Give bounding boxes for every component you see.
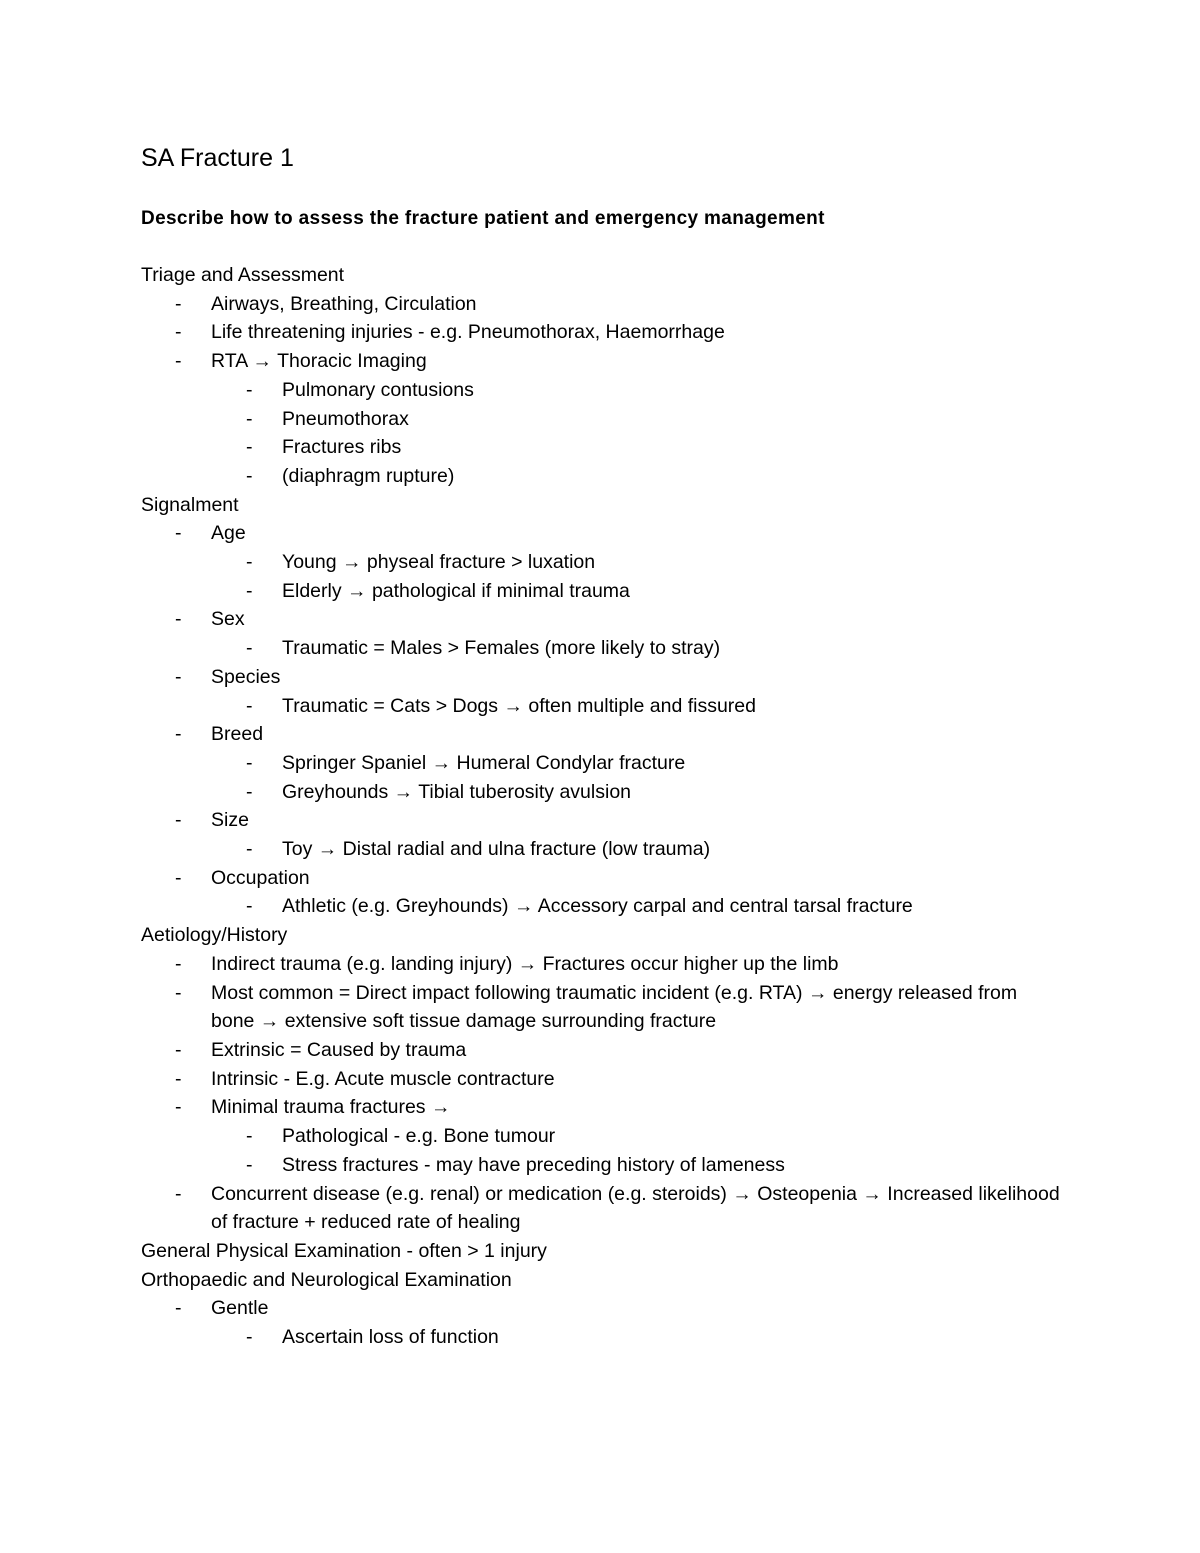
list-item (141, 1036, 1061, 1065)
list-item-text: Most common = Direct impact following traumatic incident (e.g. RTA) → energy released from bone → extensive soft tissue damage surrounding fracture (211, 981, 1018, 1033)
list-item (141, 577, 1061, 606)
bullet-dash: - (246, 751, 253, 774)
section-heading: Describe how to assess the fracture patient and emergency management (141, 208, 825, 229)
list-item-text: Concurrent disease (e.g. renal) or medication (e.g. steroids) → Osteopenia → Increased likelihood of fracture + reduced rate of healing (211, 1182, 1060, 1234)
list-item (141, 548, 1061, 577)
bullet-dash: - (175, 1038, 182, 1061)
list-item (141, 720, 1061, 749)
list-item (141, 347, 1061, 376)
list-item-text: Life threatening injuries - e.g. Pneumothorax, Haemorrhage (211, 321, 725, 344)
list-item (141, 778, 1061, 807)
list-item-text: Young → physeal fracture > luxation (282, 551, 596, 574)
list-item-text: Breed (211, 723, 264, 746)
list-item (141, 1122, 1061, 1151)
bullet-dash: - (175, 1182, 182, 1205)
list-item (141, 462, 1061, 491)
list-item-text: Pneumothorax (282, 407, 409, 430)
list-item (141, 892, 1061, 921)
list-item-text: Gentle (211, 1297, 269, 1320)
list-item (141, 433, 1061, 462)
list-item-text: Stress fractures - may have preceding history of lameness (282, 1153, 785, 1176)
list-item (141, 835, 1061, 864)
list-item-text: General Physical Examination - often > 1 injury (141, 1239, 547, 1262)
bullet-dash: - (175, 981, 182, 1004)
list-item (141, 634, 1061, 663)
outline-heading (141, 491, 1061, 520)
list-item (141, 519, 1061, 548)
bullet-dash: - (175, 952, 182, 975)
list-item-text: Minimal trauma fractures → (211, 1096, 451, 1119)
bullet-dash: - (175, 321, 182, 344)
list-item-text: Ascertain loss of function (282, 1326, 499, 1349)
list-item-text: Greyhounds → Tibial tuberosity avulsion (282, 780, 632, 803)
bullet-dash: - (175, 292, 182, 315)
list-item (141, 1323, 1061, 1352)
outline-heading (141, 261, 1061, 290)
bullet-dash: - (246, 780, 253, 803)
list-item-text: Pulmonary contusions (282, 378, 474, 401)
bullet-dash: - (246, 895, 253, 918)
list-item-text: Occupation (211, 866, 310, 889)
bullet-dash: - (246, 694, 253, 717)
bullet-dash: - (246, 551, 253, 574)
list-item (141, 1065, 1061, 1094)
bullet-dash: - (246, 579, 253, 602)
list-item-text: Extrinsic = Caused by trauma (211, 1038, 467, 1061)
document-title: SA Fracture 1 (141, 144, 294, 172)
list-item-text: Indirect trauma (e.g. landing injury) → Fractures occur higher up the limb (211, 952, 839, 975)
list-item-text: Signalment (141, 493, 239, 516)
list-item (141, 979, 1061, 1036)
bullet-dash: - (175, 866, 182, 889)
list-item (141, 663, 1061, 692)
outline-heading (141, 1237, 1061, 1266)
outline-heading (141, 1266, 1061, 1295)
bullet-dash: - (246, 378, 253, 401)
list-item-text: Species (211, 665, 281, 688)
list-item (141, 692, 1061, 721)
list-item (141, 749, 1061, 778)
list-item (141, 290, 1061, 319)
list-item-text: Size (211, 809, 249, 832)
bullet-dash: - (175, 1067, 182, 1090)
bullet-dash: - (246, 436, 253, 459)
list-item-text: Athletic (e.g. Greyhounds) → Accessory carpal and central tarsal fracture (282, 895, 913, 918)
list-item-text: Toy → Distal radial and ulna fracture (low trauma) (282, 838, 711, 861)
bullet-dash: - (246, 1326, 253, 1349)
list-item-text: Airways, Breathing, Circulation (211, 292, 477, 315)
list-item-text: Triage and Assessment (141, 264, 345, 286)
list-item (141, 376, 1061, 405)
list-item-text: Sex (211, 608, 245, 631)
outline-list (141, 261, 1061, 1352)
list-item-text: Traumatic = Males > Females (more likely to stray) (282, 637, 721, 660)
bullet-dash: - (175, 723, 182, 746)
list-item-text: Orthopaedic and Neurological Examination (141, 1268, 512, 1291)
bullet-dash: - (175, 1096, 182, 1119)
list-item (141, 806, 1061, 835)
list-item (141, 864, 1061, 893)
list-item (141, 950, 1061, 979)
bullet-dash: - (246, 1125, 253, 1148)
list-item-text: Pathological - e.g. Bone tumour (282, 1125, 556, 1148)
bullet-dash: - (175, 1297, 182, 1320)
list-item (141, 1151, 1061, 1180)
list-item-text: Fractures ribs (282, 436, 402, 459)
bullet-dash: - (175, 608, 182, 631)
bullet-dash: - (175, 522, 182, 545)
bullet-dash: - (246, 407, 253, 430)
bullet-dash: - (175, 809, 182, 832)
bullet-dash: - (246, 637, 253, 660)
list-item-text: (diaphragm rupture) (282, 464, 455, 487)
bullet-dash: - (246, 838, 253, 861)
list-item-text: Intrinsic - E.g. Acute muscle contracture (211, 1067, 555, 1090)
bullet-dash: - (175, 665, 182, 688)
bullet-dash: - (175, 350, 182, 373)
bullet-dash: - (246, 1153, 253, 1176)
list-item (141, 1093, 1061, 1122)
list-item-text: Elderly → pathological if minimal trauma (282, 579, 630, 602)
list-item-text: Aetiology/History (141, 924, 288, 947)
list-item (141, 605, 1061, 634)
list-item-text: Traumatic = Cats > Dogs → often multiple and fissured (282, 694, 756, 717)
list-item (141, 1294, 1061, 1323)
list-item (141, 405, 1061, 434)
list-item-text: Springer Spaniel → Humeral Condylar fracture (282, 751, 686, 774)
outline-heading (141, 921, 1061, 950)
list-item (141, 1180, 1061, 1237)
list-item (141, 318, 1061, 347)
bullet-dash: - (246, 464, 253, 487)
list-item-text: Age (211, 522, 246, 545)
list-item-text: RTA → Thoracic Imaging (211, 350, 427, 373)
